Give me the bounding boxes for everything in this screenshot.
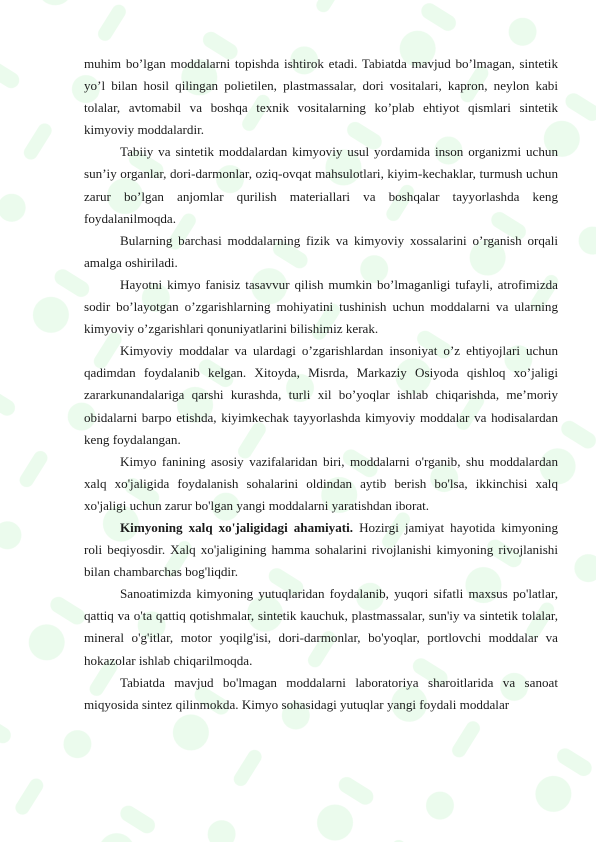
paragraph-text: Kimyo fanining asosiy vazifalaridan biri, moddalarni o'rganib, shu moddalardan xalq xo'jaligida foydalanish sohalarini oldindan aytib berish bo'lsa, ikkinchisi xalq xo'jaligi uchun zarur bo'lgan yangi moddalarni yaratishdan iborat. [84,453,558,513]
paragraph-text: Tabiatda mavjud bo'lmagan moddalarni laboratoriya sharoitlarida va sanoat miqyosida sintez qilinmokda. Kimyo sohasidagi yutuqlar yangi foydali moddalar [84,674,558,712]
paragraph [84,672,558,716]
paragraph-text: muhim bo’lgan moddalarni topishda ishtirok etadi. Tabiatda mavjud bo’lmagan, sintetik yo’l bilan hosil qilingan polietilen, plastmassalar, dori vositalari, kapron, neylon kabi tolalar, avtomabil va boshqa texnik vositalarning ko’plab ehtiyot qismlari sintetik kimyoviy moddalardir. [84,56,558,138]
paragraph-text: Bularning barchasi moddalarning fizik va kimyoviy xossalarini o’rganish orqali amalga oshiriladi. [84,232,558,270]
paragraph [84,517,558,583]
paragraph-text: Hayotni kimyo fanisiz tasavvur qilish mumkin bo’lmaganligi tufayli, atrofimizda sodir bo’layotgan o’zgarishlarning mohiyatini tushinish uchun moddalarni va ularning kimyoviy o’zgarishlari qonuniyatlarini bilishimiz kerak. [84,276,558,337]
paragraph-heading: Kimyoning xalq xo'jaligidagi ahamiyati. [120,519,354,535]
paragraph [84,274,558,340]
paragraph [84,340,558,450]
paragraph-text: Sanoatimizda kimyoning yutuqlaridan foydalanib, yuqori sifatli maxsus po'latlar, qattiq va o'ta qattiq qotishmalar, sintetik kauchuk, plastmassalar, sun'iy va sintetik tolalar, mineral o'g'itlar, motor yoqilg'isi, dori-darmonlar, bo'yoqlar, portlovchi moddalar va hokazolar ishlab chiqarilmoqda. [84,586,558,668]
paragraph-text: Tabiiy va sintetik moddalardan kimyoviy usul yordamida inson organizmi uchun sun’iy organlar, dori-darmonlar, oziq-ovqat mahsulotlari, kiyim-kechaklar, turmush uchun zarur bo’lgan anjomlar qurilish materiallari va boshqalar tayyorlashda keng foydalanilmoqda. [84,144,558,226]
document-body [84,53,558,716]
paragraph-text: Kimyoviy moddalar va ulardagi o’zgarishlardan insoniyat o’z ehtiyojlari uchun qadimdan foydalanib kelgan. Xitoyda, Misrda, Markaziy Osiyoda qishloq xo’jaligi zararkunandalariga qarshi kurashda, turli xil bo’yoqlar ishlab chiqarishda, me’moriy obidalarni barpo etishda, kiyimkechak tayyorlashda kimyoviy moddalar va hodisalardan keng foydalangan. [84,343,558,447]
paragraph [84,53,558,141]
paragraph [84,141,558,229]
paragraph-text: Hozirgi jamiyat hayotida kimyoning roli beqiyosdir. Xalq xo'jaligining hamma sohalarini rivojlanishi kimyoning rivojlanishi bilan chambarchas bog'liqdir. [84,519,559,580]
paragraph [84,583,558,671]
paragraph [84,451,558,517]
paragraph [84,230,558,274]
